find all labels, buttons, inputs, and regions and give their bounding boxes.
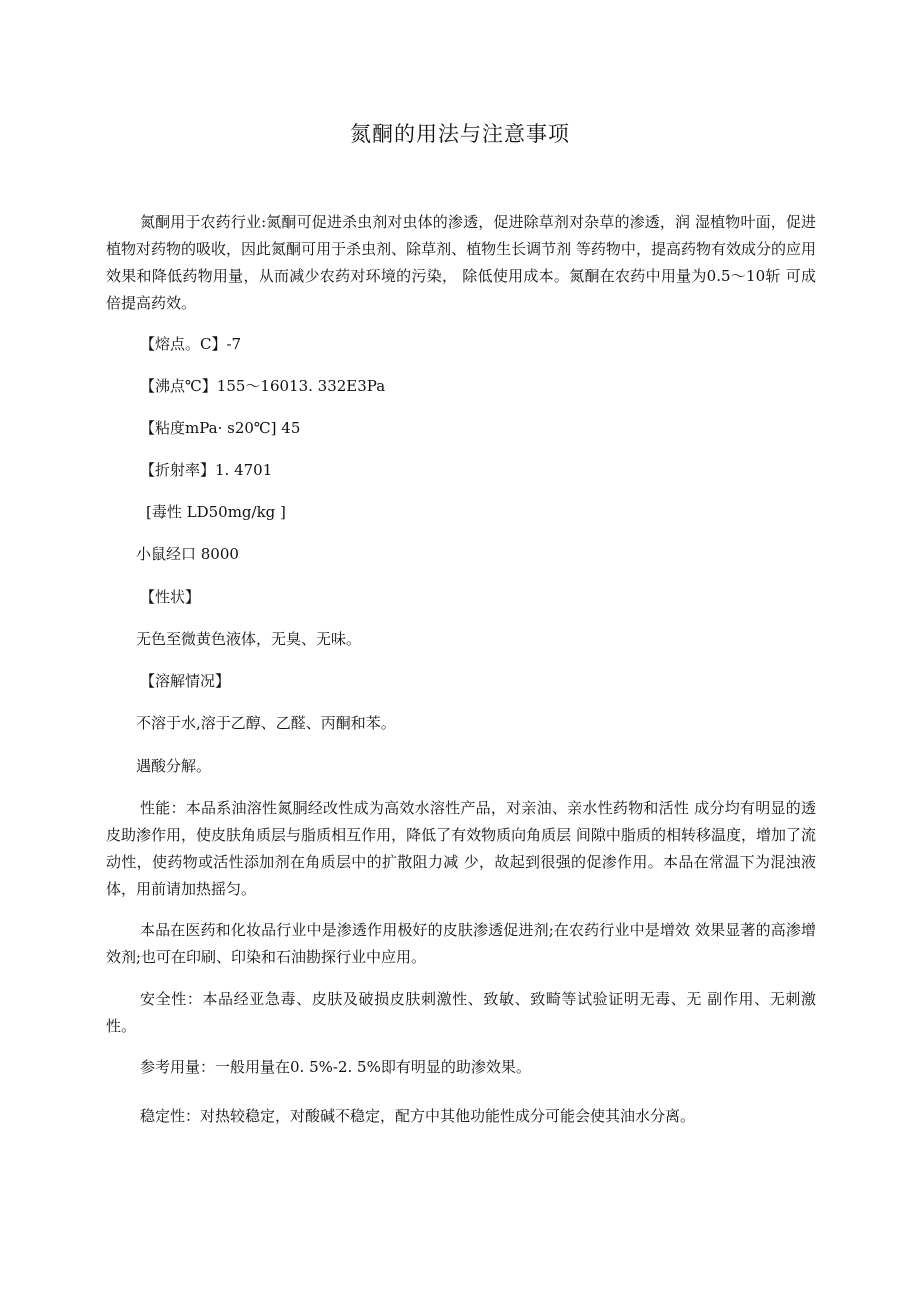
stability-paragraph: 稳定性：对热较稳定，对酸碱不稳定，配方中其他功能性成分可能会使其油水分离。 xyxy=(140,1107,696,1125)
appearance-text: 无色至微黄色液体，无臭、无味。 xyxy=(136,630,362,648)
toxicity-label: [毒性 LD50mg/kg ] xyxy=(146,503,286,521)
applications-paragraph: 本品在医药和化妆品行业中是渗透作用极好的皮肤渗透促进剂;在农药行业中是增效 效果显著的高渗增效剂;也可在印刷、印染和石油勘探行业中应用。 xyxy=(106,921,816,966)
decomposition-text: 遇酸分解。 xyxy=(136,757,212,775)
safety-paragraph: 安全性：本品经亚急毒、皮肤及破损皮肤刺激性、致敏、致畸等试验证明无毒、无 副作用、无刺激性。 xyxy=(106,990,816,1035)
appearance-heading: 【性状】 xyxy=(140,588,201,606)
dosage-paragraph: 参考用量：一般用量在0. 5%-2. 5%即有明显的助渗效果。 xyxy=(140,1058,531,1076)
toxicity-value: 小鼠经口 8000 xyxy=(136,545,239,563)
viscosity: 【粘度mPa· s20℃] 45 xyxy=(140,419,301,437)
melting-point: 【熔点。C】-7 xyxy=(140,335,242,353)
intro-paragraph: 氮酮用于农药行业:氮酮可促进杀虫剂对虫体的渗透，促进除草剂对杂草的渗透，润 湿植物叶面，促进植物对药物的吸收，因此氮酮可用于杀虫剂、除草剂、植物生长调节剂 等药物中，提高药物有效成分的应用效果和降低药物用量，从而减少农药对环境的污染， 除低使用成本。氮酮在农药中用量为0.5〜10斩 可成倍提高药效。 xyxy=(106,213,816,312)
boiling-point: 【沸点℃】155〜16013. 332E3Pa xyxy=(140,377,386,395)
solubility-text: 不溶于水,溶于乙醇、乙醛、丙酮和苯。 xyxy=(136,714,396,732)
page-title: 氮酮的用法与注意事项 xyxy=(350,122,570,146)
performance-paragraph: 性能：本品系油溶性氮胴经改性成为高效水溶性产品，对亲油、亲水性药物和活性 成分均有明显的透皮助渗作用，使皮肤角质层与脂质相互作用，降低了有效物质向角质层 间隙中脂质的相转移温度，增加了流动性，使药物或活性添加剂在角质层中的扩散阻力减 少，故起到很强的促渗作用。本品在常温下为混浊液体，用前请加热摇匀。 xyxy=(106,799,816,898)
solubility-heading: 【溶解情况】 xyxy=(140,672,231,690)
refractive-index: 【折射率】1. 4701 xyxy=(140,461,273,479)
